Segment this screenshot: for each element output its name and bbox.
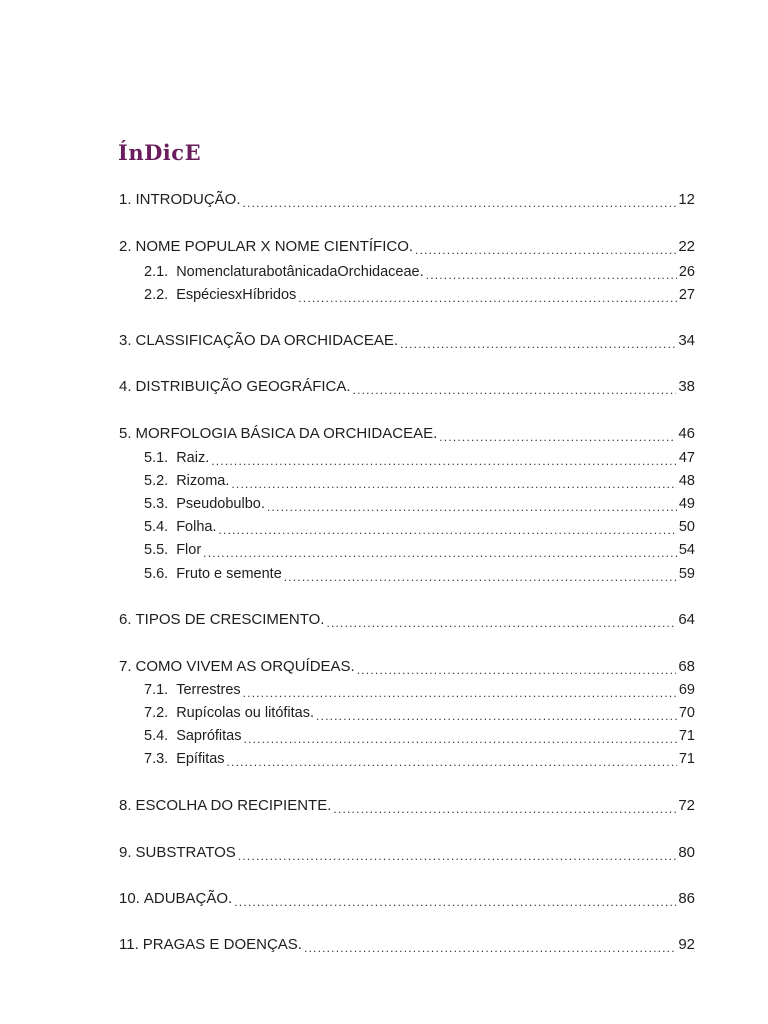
toc-entry-number: 8.: [119, 797, 132, 814]
toc-subentry: [119, 745, 695, 769]
toc-entry-label: ADUBAÇÃO.: [143, 890, 233, 907]
toc-subentry: [119, 467, 695, 491]
toc-entry-label: Terrestres: [176, 682, 241, 698]
toc-entry-page-number: 26: [678, 264, 695, 280]
toc-entry-page-number: 64: [678, 611, 695, 628]
toc-entry-label: DISTRIBUIÇÃO GEOGRÁFICA.: [135, 378, 351, 395]
toc-leader-dots: [219, 517, 677, 537]
toc-entry-number: 11.: [119, 936, 139, 953]
toc-subentry: [119, 513, 695, 537]
toc-subentry: [119, 490, 695, 514]
toc-leader-dots: [400, 331, 676, 351]
toc-entry-number: 5.1.: [144, 450, 169, 466]
toc-subentry: [119, 258, 695, 282]
toc-leader-dots: [333, 796, 676, 816]
toc-entry: [119, 327, 695, 351]
toc-leader-dots: [357, 657, 677, 677]
toc-entry-number: 2.1.: [144, 264, 169, 280]
toc-leader-dots: [426, 262, 677, 282]
toc-leader-dots: [298, 285, 677, 305]
toc-leader-dots: [415, 237, 676, 257]
toc-entry-number: 3.: [119, 332, 132, 349]
toc-entry-number: 1.: [119, 191, 132, 208]
toc-leader-dots: [304, 935, 676, 955]
toc-entry-number: 6.: [119, 611, 132, 628]
toc-entry-number: 4.: [119, 378, 132, 395]
toc-entry: [119, 420, 695, 444]
toc-entry-page-number: 70: [678, 705, 695, 721]
toc-entry-label: EspéciesxHíbridos: [176, 287, 297, 303]
toc-subentry: [119, 560, 695, 584]
toc-entry-number: 7.3.: [144, 751, 169, 767]
toc-entry-page-number: 68: [678, 658, 695, 675]
toc-entry-label: NOME POPULAR X NOME CIENTÍFICO.: [135, 238, 414, 255]
toc-entry: [119, 885, 695, 909]
toc-entry-number: 5.6.: [144, 566, 169, 582]
toc-entry-label: Pseudobulbo.: [176, 496, 265, 512]
toc-entry-page-number: 48: [678, 473, 695, 489]
toc-leader-dots: [203, 540, 677, 560]
toc-entry-label: Rupícolas ou litófitas.: [176, 705, 315, 721]
toc-entry-label: COMO VIVEM AS ORQUÍDEAS.: [135, 658, 355, 675]
toc-entry-label: ESCOLHA DO RECIPIENTE.: [135, 797, 332, 814]
toc-leader-dots: [316, 703, 677, 723]
toc-entry-label: CLASSIFICAÇÃO DA ORCHIDACEAE.: [135, 332, 399, 349]
toc-entry-label: Flor: [176, 542, 202, 558]
toc-entry-number: 5.3.: [144, 496, 169, 512]
toc-entry-page-number: 49: [678, 496, 695, 512]
toc-entry-number: 7.1.: [144, 682, 169, 698]
toc-entry: [119, 373, 695, 397]
toc-subentry: [119, 536, 695, 560]
toc-entry-label: PRAGAS E DOENÇAS.: [142, 936, 302, 953]
toc-entry-page-number: 34: [678, 332, 695, 349]
toc-entry-label: Raiz.: [176, 450, 210, 466]
toc-entry-page-number: 86: [678, 890, 695, 907]
toc-entry-page-number: 27: [678, 287, 695, 303]
toc-leader-dots: [211, 448, 677, 468]
toc-entry-number: 9.: [119, 844, 132, 861]
toc-leader-dots: [326, 610, 676, 630]
toc-leader-dots: [284, 564, 677, 584]
toc-entry-label: TIPOS DE CRESCIMENTO.: [135, 611, 325, 628]
toc-leader-dots: [353, 377, 677, 397]
toc-entry: [119, 792, 695, 816]
toc-entry-page-number: 22: [678, 238, 695, 255]
toc-entry-number: 5.2.: [144, 473, 169, 489]
toc-entry-page-number: 71: [678, 751, 695, 767]
toc-entry-number: 2.2.: [144, 287, 169, 303]
toc-entry-page-number: 69: [678, 682, 695, 698]
toc-subentry: [119, 722, 695, 746]
toc-subentry: [119, 281, 695, 305]
toc-entry-number: 7.2.: [144, 705, 169, 721]
toc-entry-number: 5.4.: [144, 728, 169, 744]
toc-entry-number: 5.: [119, 425, 132, 442]
toc-entry-page-number: 50: [678, 519, 695, 535]
toc-entry-label: Epífitas: [176, 751, 225, 767]
toc-entry-label: Fruto e semente: [176, 566, 282, 582]
toc-subentry: [119, 676, 695, 700]
toc-subentry: [119, 444, 695, 468]
toc-entry-page-number: 12: [678, 191, 695, 208]
toc-entry-label: INTRODUÇÃO.: [135, 191, 241, 208]
toc-entry-number: 7.: [119, 658, 132, 675]
toc-leader-dots: [243, 680, 677, 700]
toc-entry-page-number: 72: [678, 797, 695, 814]
toc-leader-dots: [267, 494, 677, 514]
toc-leader-dots: [439, 424, 676, 444]
toc-entry-label: Saprófitas: [176, 728, 242, 744]
toc-subentry: [119, 699, 695, 723]
toc-leader-dots: [234, 889, 676, 909]
toc-leader-dots: [227, 749, 677, 769]
toc-entry-page-number: 46: [678, 425, 695, 442]
toc-entry: [119, 233, 695, 257]
toc-leader-dots: [243, 190, 677, 210]
toc-entry-page-number: 47: [678, 450, 695, 466]
toc-leader-dots: [231, 471, 676, 491]
toc-entry-page-number: 80: [678, 844, 695, 861]
toc-leader-dots: [243, 726, 676, 746]
toc-entry-label: MORFOLOGIA BÁSICA DA ORCHIDACEAE.: [135, 425, 438, 442]
toc-entry: [119, 839, 695, 863]
toc-entry-page-number: 92: [678, 936, 695, 953]
toc-entry-number: 5.5.: [144, 542, 169, 558]
toc-leader-dots: [238, 843, 676, 863]
toc-entry-label: Rizoma.: [176, 473, 230, 489]
toc-entry-label: SUBSTRATOS: [135, 844, 236, 861]
toc-entry-page-number: 71: [678, 728, 695, 744]
toc-entry: [119, 653, 695, 677]
toc-entry-number: 10.: [119, 890, 140, 907]
toc-entry: [119, 606, 695, 630]
toc-entry-page-number: 38: [678, 378, 695, 395]
page-title: ÍnDicE: [118, 140, 202, 165]
toc-entry-page-number: 59: [678, 566, 695, 582]
toc-entry: [119, 186, 695, 210]
toc-entry: [119, 931, 695, 955]
toc-entry-label: NomenclaturabotânicadaOrchidaceae.: [176, 264, 424, 280]
toc-entry-page-number: 54: [678, 542, 695, 558]
toc-entry-number: 5.4.: [144, 519, 169, 535]
toc-entry-label: Folha.: [176, 519, 217, 535]
toc-entry-number: 2.: [119, 238, 132, 255]
